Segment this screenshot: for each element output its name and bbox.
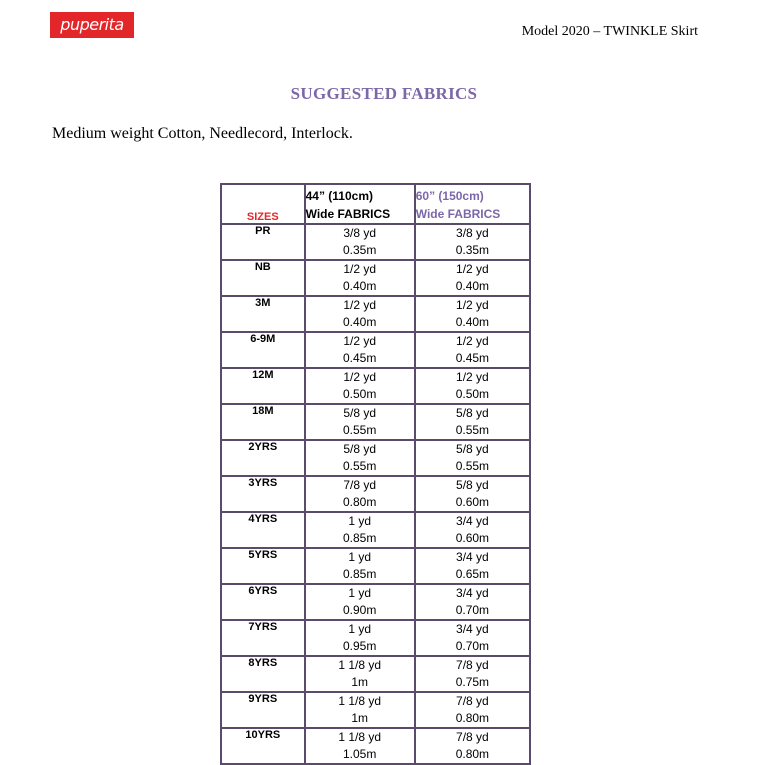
wide44-cell (305, 584, 415, 620)
wide60-cell (415, 512, 530, 548)
wide60-cell (415, 404, 530, 440)
table-row (221, 260, 530, 296)
wide44-yards: 1/2 yd (343, 334, 377, 348)
brand-logo: puperita (50, 12, 134, 38)
wide44-yards: 1 1/8 yd (338, 730, 382, 744)
table-header-row (221, 184, 530, 224)
wide44-cell (305, 692, 415, 728)
wide60-cell (415, 440, 530, 476)
wide60-yards: 7/8 yd (456, 694, 489, 708)
wide44-cell (305, 476, 415, 512)
table-row (221, 584, 530, 620)
fabric-description: Medium weight Cotton, Needlecord, Interlock. (52, 125, 353, 142)
size-cell: 6-9M (221, 332, 305, 368)
wide44-cell (305, 620, 415, 656)
wide44-meters: 0.80m (342, 495, 377, 509)
table-row (221, 692, 530, 728)
wide44-yards: 1 yd (348, 514, 372, 528)
wide44-meters: 0.55m (342, 423, 377, 437)
wide60-meters: 0.60m (455, 495, 490, 509)
wide60-yards: 1/2 yd (456, 334, 489, 348)
table-row (221, 368, 530, 404)
wide60-meters: 0.40m (455, 279, 490, 293)
wide60-meters: 0.60m (455, 531, 490, 545)
table-row (221, 512, 530, 548)
size-cell: 4YRS (221, 512, 305, 548)
wide44-cell (305, 512, 415, 548)
wide44-yards: 1 1/8 yd (338, 658, 382, 672)
header-60-wide (415, 184, 530, 224)
wide60-yards: 5/8 yd (456, 442, 489, 456)
size-cell: 18M (221, 404, 305, 440)
wide44-yards: 3/8 yd (343, 226, 377, 240)
wide44-meters: 0.90m (342, 603, 377, 617)
table-row (221, 332, 530, 368)
wide60-yards: 1/2 yd (456, 298, 489, 312)
wide60-meters: 0.70m (455, 639, 490, 653)
wide44-yards: 1 yd (348, 550, 372, 564)
table-row (221, 548, 530, 584)
size-cell: PR (221, 224, 305, 260)
wide60-yards: 5/8 yd (456, 478, 489, 492)
wide60-meters: 0.50m (455, 387, 490, 401)
wide44-cell (305, 656, 415, 692)
wide44-meters: 0.85m (342, 531, 377, 545)
wide60-cell (415, 260, 530, 296)
wide44-meters: 0.95m (342, 639, 377, 653)
wide44-cell (305, 404, 415, 440)
table-row (221, 728, 530, 764)
wide44-cell (305, 332, 415, 368)
header-60-line2: Wide FABRICS (415, 207, 501, 221)
table-row (221, 656, 530, 692)
header-44-wide (305, 184, 415, 224)
wide44-cell (305, 260, 415, 296)
wide60-cell (415, 692, 530, 728)
wide44-meters: 0.55m (342, 459, 377, 473)
wide60-meters: 0.40m (455, 315, 490, 329)
wide44-yards: 1/2 yd (343, 370, 377, 384)
wide60-meters: 0.35m (455, 243, 490, 257)
wide44-cell (305, 224, 415, 260)
wide44-yards: 1/2 yd (343, 298, 377, 312)
wide60-yards: 7/8 yd (456, 730, 489, 744)
size-cell: 10YRS (221, 728, 305, 764)
wide60-meters: 0.55m (455, 459, 490, 473)
section-heading: SUGGESTED FABRICS (290, 84, 478, 103)
wide60-yards: 3/4 yd (456, 514, 489, 528)
table-row (221, 440, 530, 476)
wide44-cell (305, 296, 415, 332)
wide44-yards: 1/2 yd (343, 262, 377, 276)
wide60-cell (415, 224, 530, 260)
wide44-cell (305, 548, 415, 584)
wide44-meters: 0.45m (342, 351, 377, 365)
wide60-yards: 3/4 yd (456, 586, 489, 600)
wide44-yards: 1 yd (348, 586, 372, 600)
size-cell: 5YRS (221, 548, 305, 584)
wide60-meters: 0.45m (455, 351, 490, 365)
wide44-cell (305, 368, 415, 404)
wide44-cell (305, 728, 415, 764)
wide60-yards: 1/2 yd (456, 370, 489, 384)
wide44-yards: 5/8 yd (343, 406, 377, 420)
wide44-cell (305, 440, 415, 476)
size-cell: NB (221, 260, 305, 296)
wide60-yards: 3/4 yd (456, 622, 489, 636)
table-row (221, 296, 530, 332)
wide60-cell (415, 368, 530, 404)
wide44-yards: 1 1/8 yd (338, 694, 382, 708)
wide60-cell (415, 548, 530, 584)
wide60-cell (415, 332, 530, 368)
size-cell: 9YRS (221, 692, 305, 728)
wide60-yards: 5/8 yd (456, 406, 489, 420)
wide60-meters: 0.80m (455, 711, 490, 725)
wide44-meters: 1m (351, 711, 368, 725)
size-cell: 3M (221, 296, 305, 332)
header-sizes: SIZES (221, 184, 305, 224)
wide60-cell (415, 584, 530, 620)
wide60-yards: 7/8 yd (456, 658, 489, 672)
wide60-cell (415, 656, 530, 692)
size-cell: 3YRS (221, 476, 305, 512)
model-title: Model 2020 – TWINKLE Skirt (521, 24, 698, 39)
size-cell: 8YRS (221, 656, 305, 692)
wide60-meters: 0.80m (455, 747, 490, 761)
wide60-yards: 3/8 yd (456, 226, 489, 240)
table-row (221, 404, 530, 440)
size-cell: 6YRS (221, 584, 305, 620)
fabric-table (220, 183, 531, 765)
wide60-meters: 0.70m (455, 603, 490, 617)
header-44-line1: 44” (110cm) (305, 189, 373, 203)
table-row (221, 224, 530, 260)
wide44-meters: 0.40m (342, 315, 377, 329)
header-60-line1: 60” (150cm) (415, 189, 484, 203)
wide44-yards: 7/8 yd (343, 478, 377, 492)
table-row (221, 620, 530, 656)
wide60-meters: 0.65m (455, 567, 490, 581)
wide44-meters: 0.40m (342, 279, 377, 293)
size-cell: 7YRS (221, 620, 305, 656)
wide60-meters: 0.55m (455, 423, 490, 437)
wide60-cell (415, 728, 530, 764)
table-row (221, 476, 530, 512)
wide60-cell (415, 476, 530, 512)
header-44-line2: Wide FABRICS (305, 207, 391, 221)
wide60-meters: 0.75m (455, 675, 490, 689)
wide60-cell (415, 620, 530, 656)
wide44-meters: 1m (351, 675, 368, 689)
wide44-yards: 1 yd (348, 622, 372, 636)
wide44-meters: 0.35m (342, 243, 377, 257)
wide44-yards: 5/8 yd (343, 442, 377, 456)
wide44-meters: 0.50m (342, 387, 377, 401)
wide60-cell (415, 296, 530, 332)
size-cell: 2YRS (221, 440, 305, 476)
size-cell: 12M (221, 368, 305, 404)
wide60-yards: 3/4 yd (456, 550, 489, 564)
wide44-meters: 1.05m (342, 747, 377, 761)
wide60-yards: 1/2 yd (456, 262, 489, 276)
wide44-meters: 0.85m (342, 567, 377, 581)
